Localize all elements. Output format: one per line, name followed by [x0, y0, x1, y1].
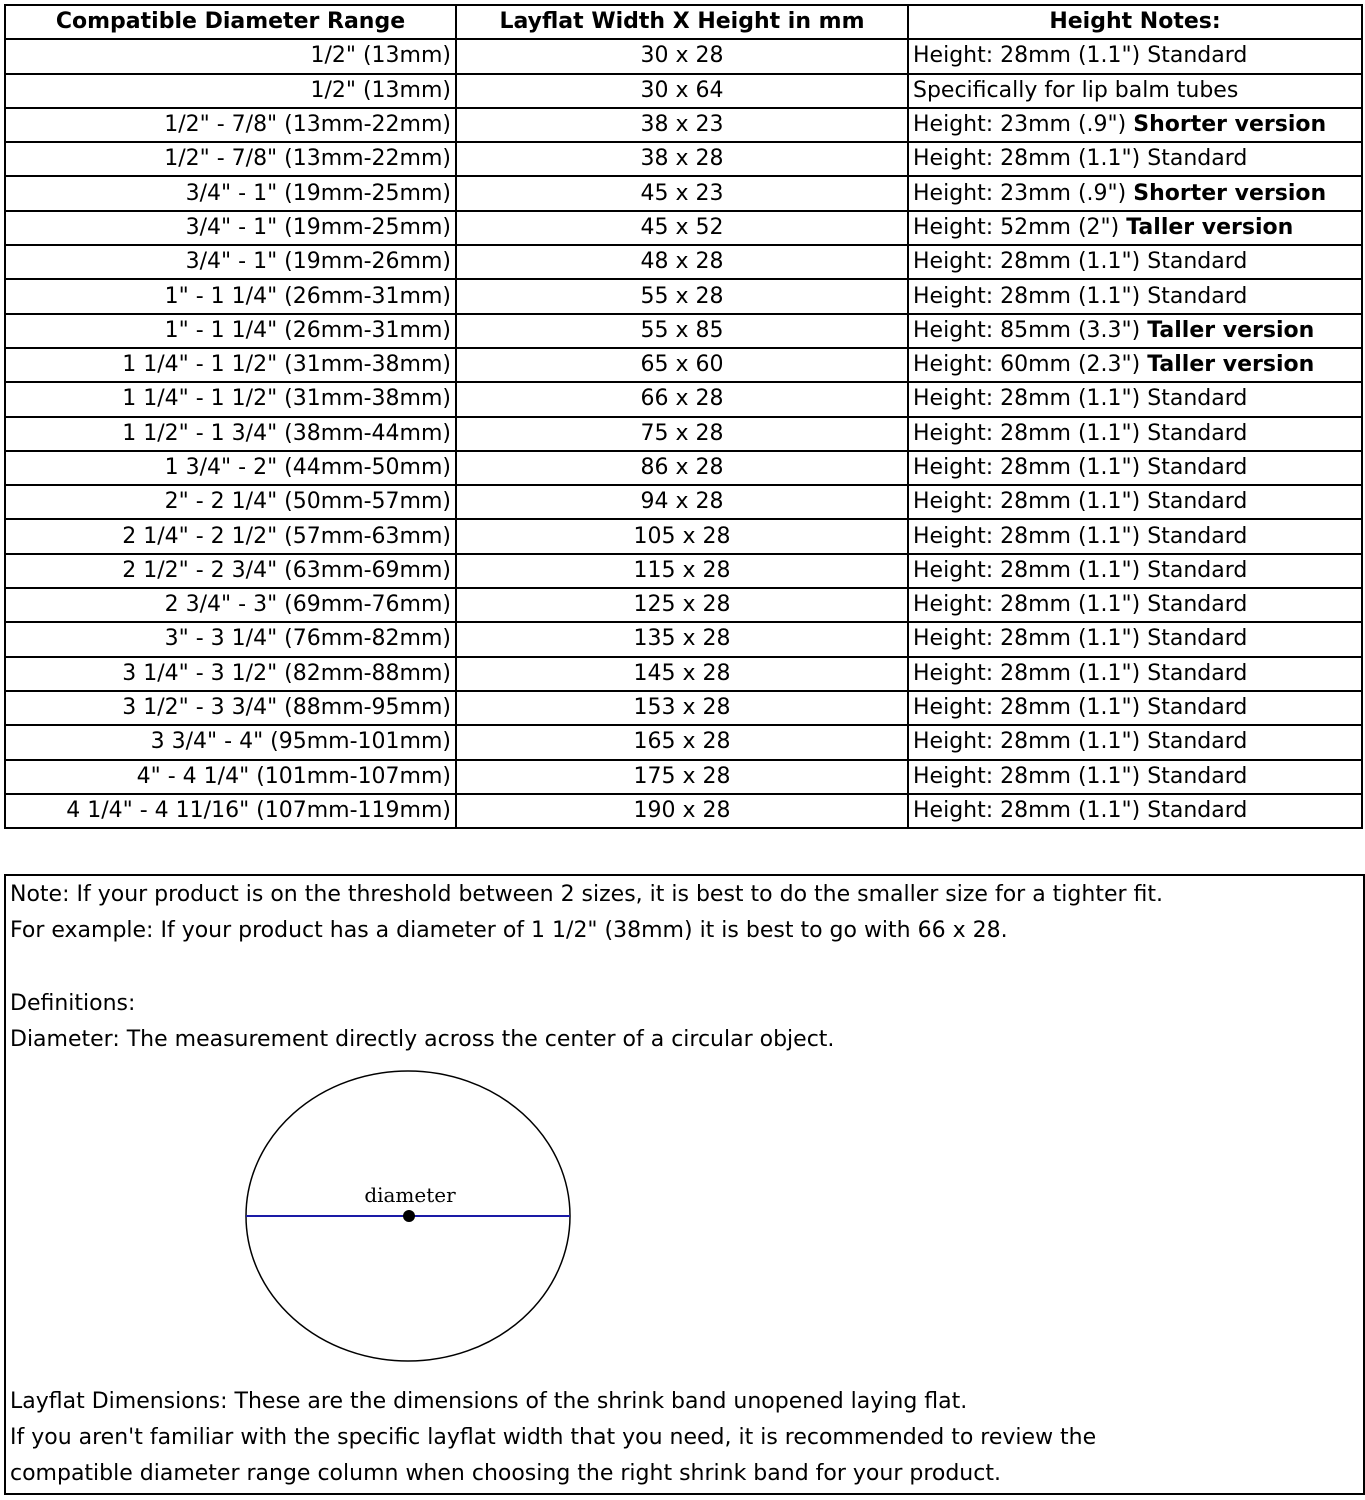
height-note-text: Height: 28mm (1.1") Standard [913, 386, 1248, 412]
height-note-text: Height: 28mm (1.1") Standard [913, 249, 1248, 275]
diameter-range-cell: 3 3/4" - 4" (95mm-101mm) [5, 725, 456, 759]
table-row [5, 211, 1362, 245]
definitions-heading: Definitions: [10, 991, 136, 1016]
layflat-size-cell: 115 x 28 [456, 554, 908, 588]
table-row [5, 245, 1362, 279]
diameter-diagram [238, 1064, 578, 1364]
layflat-size-cell: 45 x 23 [456, 176, 908, 210]
diameter-range-cell: 3" - 3 1/4" (76mm-82mm) [5, 622, 456, 656]
diameter-range-cell: 1 1/4" - 1 1/2" (31mm-38mm) [5, 382, 456, 416]
header-layflat-size: Layflat Width X Height in mm [456, 5, 908, 39]
height-note-text: Height: 52mm (2") [913, 214, 1127, 240]
recommendation-line-2: compatible diameter range column when choosing the right shrink band for your product. [10, 1461, 1001, 1486]
height-note-text: Height: 28mm (1.1") Standard [913, 146, 1248, 172]
table-row [5, 417, 1362, 451]
diameter-range-cell: 1" - 1 1/4" (26mm-31mm) [5, 314, 456, 348]
diameter-range-cell: 4 1/4" - 4 11/16" (107mm-119mm) [5, 794, 456, 828]
height-note-cell [908, 760, 1362, 794]
diameter-range-cell: 3 1/4" - 3 1/2" (82mm-88mm) [5, 657, 456, 691]
layflat-size-cell: 105 x 28 [456, 519, 908, 553]
table-body [5, 39, 1362, 828]
diameter-range-cell: 3/4" - 1" (19mm-26mm) [5, 245, 456, 279]
table-row [5, 451, 1362, 485]
diameter-range-cell: 2" - 2 1/4" (50mm-57mm) [5, 485, 456, 519]
threshold-note: Note: If your product is on the threshold between 2 sizes, it is best to do the smaller size for a tighter fit. [10, 882, 1164, 907]
height-note-cell [908, 108, 1362, 142]
height-note-cell [908, 554, 1362, 588]
layflat-size-cell: 145 x 28 [456, 657, 908, 691]
diameter-label: diameter [364, 1183, 456, 1207]
height-note-cell [908, 245, 1362, 279]
height-note-text: Height: 28mm (1.1") Standard [913, 489, 1248, 515]
layflat-size-cell: 175 x 28 [456, 760, 908, 794]
height-note-cell [908, 657, 1362, 691]
table-row [5, 657, 1362, 691]
height-note-text: Specifically for lip balm tubes [913, 77, 1239, 103]
height-note-version: Taller version [1147, 317, 1315, 343]
diameter-range-cell: 1 1/2" - 1 3/4" (38mm-44mm) [5, 417, 456, 451]
layflat-size-cell: 125 x 28 [456, 588, 908, 622]
table-row [5, 519, 1362, 553]
layflat-size-cell: 94 x 28 [456, 485, 908, 519]
diameter-range-cell: 3/4" - 1" (19mm-25mm) [5, 176, 456, 210]
header-diameter-range: Compatible Diameter Range [5, 5, 456, 39]
height-note-cell [908, 348, 1362, 382]
height-note-cell [908, 39, 1362, 73]
size-chart-table [4, 4, 1363, 829]
height-note-text: Height: 28mm (1.1") Standard [913, 660, 1248, 686]
table-row [5, 39, 1362, 73]
height-note-cell [908, 588, 1362, 622]
height-note-cell [908, 142, 1362, 176]
height-note-cell [908, 725, 1362, 759]
diameter-range-cell: 2 1/2" - 2 3/4" (63mm-69mm) [5, 554, 456, 588]
height-note-cell [908, 279, 1362, 313]
layflat-size-cell: 75 x 28 [456, 417, 908, 451]
height-note-version: Shorter version [1133, 112, 1327, 138]
table-row [5, 725, 1362, 759]
diameter-range-cell: 1 3/4" - 2" (44mm-50mm) [5, 451, 456, 485]
diameter-range-cell: 3 1/2" - 3 3/4" (88mm-95mm) [5, 691, 456, 725]
height-note-text: Height: 23mm (.9") [913, 180, 1134, 206]
height-note-text: Height: 28mm (1.1") Standard [913, 43, 1248, 69]
table-row [5, 74, 1362, 108]
height-note-cell [908, 314, 1362, 348]
height-note-version: Shorter version [1133, 180, 1327, 206]
layflat-size-cell: 55 x 28 [456, 279, 908, 313]
table-row [5, 142, 1362, 176]
height-note-text: Height: 28mm (1.1") Standard [913, 797, 1248, 823]
recommendation-line-1: If you aren't familiar with the specific layflat width that you need, it is recommended to review the [10, 1425, 1097, 1450]
height-note-text: Height: 28mm (1.1") Standard [913, 592, 1248, 618]
layflat-size-cell: 30 x 28 [456, 39, 908, 73]
layflat-size-cell: 165 x 28 [456, 725, 908, 759]
diameter-range-cell: 1/2" (13mm) [5, 74, 456, 108]
example-note: For example: If your product has a diameter of 1 1/2" (38mm) it is best to go with 66 x 28. [10, 918, 1008, 943]
layflat-size-cell: 45 x 52 [456, 211, 908, 245]
table-row [5, 554, 1362, 588]
height-note-cell [908, 691, 1362, 725]
table-row [5, 485, 1362, 519]
table-row [5, 760, 1362, 794]
height-note-text: Height: 28mm (1.1") Standard [913, 455, 1248, 480]
table-row [5, 588, 1362, 622]
table-row [5, 622, 1362, 656]
layflat-size-cell: 48 x 28 [456, 245, 908, 279]
table-row [5, 382, 1362, 416]
height-note-cell [908, 794, 1362, 828]
diameter-range-cell: 2 1/4" - 2 1/2" (57mm-63mm) [5, 519, 456, 553]
height-note-version: Taller version [1126, 214, 1294, 240]
height-note-text: Height: 28mm (1.1") Standard [913, 283, 1248, 309]
layflat-size-cell: 86 x 28 [456, 451, 908, 485]
height-note-cell [908, 382, 1362, 416]
diameter-range-cell: 1/2" (13mm) [5, 39, 456, 73]
height-note-text: Height: 28mm (1.1") Standard [913, 420, 1248, 446]
header-height-notes: Height Notes: [908, 5, 1362, 39]
diameter-range-cell: 1 1/4" - 1 1/2" (31mm-38mm) [5, 348, 456, 382]
layflat-size-cell: 38 x 28 [456, 142, 908, 176]
diameter-range-cell: 1/2" - 7/8" (13mm-22mm) [5, 108, 456, 142]
height-note-text: Height: 60mm (2.3") [913, 352, 1148, 378]
layflat-size-cell: 38 x 23 [456, 108, 908, 142]
table-header-row [5, 5, 1362, 39]
diameter-range-cell: 1" - 1 1/4" (26mm-31mm) [5, 279, 456, 313]
height-note-text: Height: 85mm (3.3") [913, 317, 1148, 343]
height-note-cell [908, 176, 1362, 210]
table-row [5, 314, 1362, 348]
height-note-cell [908, 74, 1362, 108]
height-note-text: Height: 28mm (1.1") Standard [913, 729, 1248, 755]
height-note-version: Taller version [1147, 352, 1315, 378]
table-row [5, 348, 1362, 382]
height-note-text: Height: 23mm (.9") [913, 112, 1134, 138]
table-row [5, 108, 1362, 142]
diameter-definition: Diameter: The measurement directly across the center of a circular object. [10, 1027, 835, 1052]
layflat-size-cell: 153 x 28 [456, 691, 908, 725]
layflat-size-cell: 65 x 60 [456, 348, 908, 382]
table-row [5, 794, 1362, 828]
diameter-range-cell: 3/4" - 1" (19mm-25mm) [5, 211, 456, 245]
table-row [5, 176, 1362, 210]
layflat-size-cell: 55 x 85 [456, 314, 908, 348]
height-note-cell [908, 485, 1362, 519]
height-note-cell [908, 417, 1362, 451]
table-row [5, 691, 1362, 725]
center-point [403, 1210, 415, 1222]
diameter-range-cell: 1/2" - 7/8" (13mm-22mm) [5, 142, 456, 176]
height-note-cell [908, 451, 1362, 485]
diameter-range-cell: 4" - 4 1/4" (101mm-107mm) [5, 760, 456, 794]
layflat-size-cell: 30 x 64 [456, 74, 908, 108]
layflat-size-cell: 66 x 28 [456, 382, 908, 416]
diameter-range-cell: 2 3/4" - 3" (69mm-76mm) [5, 588, 456, 622]
layflat-definition: Layflat Dimensions: These are the dimensions of the shrink band unopened laying flat. [10, 1389, 968, 1414]
height-note-cell [908, 211, 1362, 245]
height-note-text: Height: 28mm (1.1") Standard [913, 626, 1248, 652]
notes-section [4, 874, 1365, 1495]
height-note-text: Height: 28mm (1.1") Standard [913, 523, 1248, 549]
layflat-size-cell: 190 x 28 [456, 794, 908, 828]
height-note-text: Height: 28mm (1.1") Standard [913, 695, 1248, 721]
height-note-text: Height: 28mm (1.1") Standard [913, 557, 1248, 583]
height-note-cell [908, 622, 1362, 656]
height-note-text: Height: 28mm (1.1") Standard [913, 763, 1248, 789]
table-row [5, 279, 1362, 313]
layflat-size-cell: 135 x 28 [456, 622, 908, 656]
height-note-cell [908, 519, 1362, 553]
